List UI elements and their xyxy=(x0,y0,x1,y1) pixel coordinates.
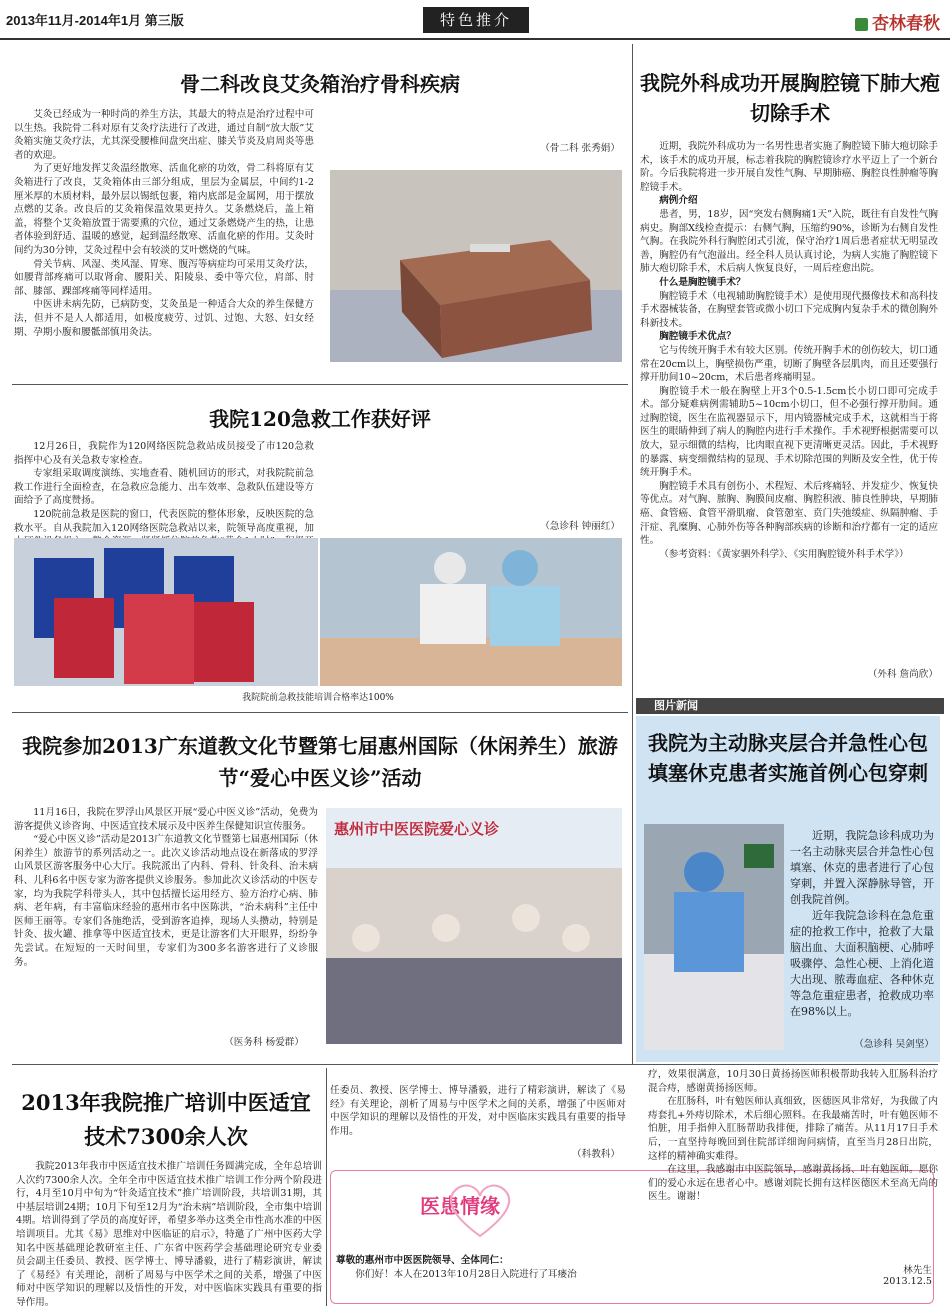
article-byline: （急诊科 吴剑坚） xyxy=(854,1039,934,1050)
paragraph: 骨关节病、风湿、类风湿、胃寒、腹泻等病症均可采用艾灸疗法，如腰背部疼痛可以取肾俞、腰阳关、阳陵泉、委中等穴位，肩部、肘部、膝部、踝部疼痛等同样适用。 xyxy=(14,258,314,297)
header-rule xyxy=(0,38,950,40)
paragraph: 近期，我院外科成功为一名男性患者实施了胸腔镜下肺大疱切除手术，该手术的成功开展，标志着我院的胸腔镜诊疗水平迈上了一个新台阶。今后我院将进一步开展自发性气胸、早期肺癌、胸腔良性肿瘤等胸腔镜手术。 xyxy=(640,141,938,193)
article-title: 我院外科成功开展胸腔镜下肺大疱切除手术 xyxy=(640,71,940,125)
subheading: 病例介绍 xyxy=(659,195,698,207)
certificates-image xyxy=(14,538,318,686)
paragraph: 任委员、教授、医学博士、博导潘毅，进行了精彩演讲，解读了《易经》有关理论，剖析了周易与中医学术之间的关系，增强了中医师对中医学知识的理解以及悟性的开发，对中医临床实践具有重要的指导作用。 xyxy=(330,1085,626,1137)
article-byline: （医务科 杨爱群） xyxy=(224,1037,304,1048)
paragraph: 中医讲未病先防，已病防变，艾灸虽是一种适合大众的养生保健方法，但并不是人人都适用，如极度疲劳、过饥、过饱、大怒、妇女经期、孕期小腹和腰骶部慎用灸法。 xyxy=(14,299,314,338)
article-body xyxy=(14,806,318,1030)
paragraph: 我院2013年我市中医适宜技术推广培训任务圆满完成，全年总培训人次约7300余人次。全年全市中医适宜技术推广培训工作分两个阶段进行，4月至10月中旬为“针灸适宜技术”推广培训阶段，共培训31期，其中基层培训24期；10月下旬至12月为“治未病”培训阶段，全市集中培训4期。培训得到了学员的高度好评，希望多举办这类全市性高水准的中医培训项目。尤其《易》思维对中医临证的启示》，特邀了广州中医药大学知名中医基础理论教研室主任、广东省中医药学会基础理论研究专业委员会副主任委员、教授、医学博士、博导潘毅，进行了精彩演讲，解读了《易经》有关理论，剖析了周易与中医学术之间的关系，增强了中医师对中医学知识的理解以及悟性的开发，对中医临床实践具有重要的指导作用。 xyxy=(16,1161,322,1308)
column-divider xyxy=(632,44,633,1064)
article-title: 2013年我院推广培训中医适宜技术7300余人次 xyxy=(21,1090,311,1149)
paragraph: 胸腔镜手术具有创伤小、术程短、术后疼痛轻、并发症少、恢复快等优点。对气胸、脓胸、胸膜间皮瘤、胸腔积液、肺良性肿块，早期肺癌、食管癌、食管平滑肌瘤、食管憩室、贲门失弛缓症、纵隔肿瘤、手汗症、乳糜胸、心肺外伤等各种胸部疾病的诊断和治疗都有一定的适应性。 xyxy=(640,480,938,547)
banner-text: 惠州市中医医院爱心义诊 xyxy=(334,820,500,838)
cpr-training-photo xyxy=(320,538,622,686)
paragraph: 为了更好地发挥艾灸温经散寒、活血化瘀的功效，骨二科将原有艾灸箱进行了改良，艾灸箱体由三部分组成，里层为金属层，中间约1-2厘米厚的木质材料，最外层以锡纸包裹，箱内底部是金属网，用于摆放点燃的艾条。改良后的艾灸箱保温效果更持久。艾条燃烧后，盖上箱盖，将整个艾灸箱放置于需要熏的穴位，通过艾条燃烧产生的热，让患者体验到舒适、温暖的感觉，起到温经散寒、活血化瘀的作用。艾灸时间约为30分钟，艾灸过程中会有较淡的艾叶燃烧的气味。 xyxy=(14,163,314,256)
cpr-training-image xyxy=(320,538,622,686)
article-title: 骨二科改良艾灸箱治疗骨科疾病 xyxy=(180,72,460,96)
paragraph: “爱心中医义诊”活动是2013广东道教文化节暨第七届惠州国际（休闲养生）旅游节的系列活动之一。此次义诊活动地点设在新落成的罗浮山风景区游客服务中心大厅。我院派出了内科、骨科、针灸科、治未病科、儿科6名中医专家为游客提供义诊服务。参加此次义诊活动的中医专家，均为我院学科带头人，其中包括擅长运用经方、验方治疗心病、肺病、老年病，有丰富临床经验的惠州市名中医陈洪，“治未病科”主任中医师王丽等。专家们各施绝活，受到游客追捧，现场人头攒动，特别是针灸、拔火罐、推拿等中医适宜技术，更是让游客们大开眼界，纷纷争先尝试。在短短的一天时间里，专家们为300多名游客进行了义诊服务。 xyxy=(14,834,318,968)
paragraph: 12月26日，我院作为120网络医院急救站成员接受了市120急救指挥中心及有关急救专家检查。 xyxy=(14,441,314,466)
article-byline: （科教科） xyxy=(572,1149,620,1160)
newspaper-logo xyxy=(855,9,940,34)
free-clinic-image xyxy=(326,808,622,1044)
pericardiocentesis-photo xyxy=(644,824,784,1050)
subheading: 胸腔镜手术优点？ xyxy=(659,331,736,343)
article-title: 我院参加2013广东道教文化节暨第七届惠州国际（休闲养生）旅游节“爱心中医义诊”活动 xyxy=(22,734,618,790)
paragraph: 11月16日，我院在罗浮山风景区开展“爱心中医义诊”活动，免费为游客提供义诊咨询、中医适宜技术展示及中医养生保健知识宣传服务。 xyxy=(14,807,318,832)
paragraph: 你们好！本人在2013年10月28日入院进行了耳瘘治 xyxy=(355,1269,577,1280)
article-byline: （骨二科 张秀娟） xyxy=(540,143,620,154)
letter-section-label: 医患情缘 xyxy=(420,1194,500,1218)
paragraph: 它与传统开胸手术有较大区别。传统开胸手术的创伤较大，切口通常在20cm以上，胸壁损伤严重，切断了胸壁各层肌肉，而且还要强行撑开肋间10~20cm，术后患者疼痛明显。 xyxy=(640,344,938,384)
article-body-col2 xyxy=(330,1084,626,1144)
paragraph: 近年我院急诊科在急危重症的抢救工作中，抢救了大量脑出血、大面积脑梗、心肺呼吸骤停、急性心梗、上消化道大出现、脓毒血症、各种休克等急危重症患者，抢救成功率在98%以上。 xyxy=(790,909,934,1018)
photo-caption: 我院院前急救技能培训合格率达100% xyxy=(242,693,394,703)
pericardiocentesis-image xyxy=(644,824,784,1050)
article-title: 我院120急救工作获好评 xyxy=(209,407,431,431)
paragraph: 胸腔镜手术（电视辅助胸腔镜手术）是使用现代摄像技术和高科技手术器械装备，在胸壁套管或微小切口下完成胸内复杂手术的微创胸外科新技术。 xyxy=(640,290,938,329)
paragraph: 在肛肠科，叶有勉医师认真细致，医德医风非常好，为我做了内痔套扎+外痔切除术，术后细心照料。在我最痛苦时，叶有勉医师不怕脏，用手指伸入肛肠帮助我排便，排除了痛苦。从11月17日手术后，一直坚持每晚回到住院部详细询问病情，直至当月28日出院，这样的精神确实难得。 xyxy=(648,1096,938,1162)
paragraph: 胸腔镜手术一般在胸壁上开3个0.5-1.5cm长小切口即可完成手术。部分疑难病例需辅助5~10cm小切口，但不必强行撑开肋间。通过胸腔镜，医生在监视器显示下，用内镜器械完成手术，这就相当于将医生的眼睛伸到了病人的胸腔内进行手术操作。手术视野根据需要可以放大，显示细微的结构，比肉眼直视下更清晰更灵活。因此，手术视野的暴露、病变细微结构的显现、手术切除范围的判断及安全性，优于传统开胸手术。 xyxy=(640,385,938,479)
letter-date: 2013.12.5 xyxy=(883,1276,932,1287)
article-body-col1 xyxy=(16,1160,322,1308)
letter-body xyxy=(648,1068,938,1258)
paragraph: （参考资料：《黄家驷外科学》、《实用胸腔镜外科手术学》） xyxy=(659,548,909,560)
paragraph: 120院前急救是医院的窗口，代表医院的整体形象，反映医院的急救水平。自从我院加入120网络医院急救站以来，院领导高度重视，加 xyxy=(14,508,314,534)
picture-news-tag: 图片新闻 xyxy=(636,698,944,714)
paragraph: 在这里，我感谢市中医院领导，感谢黄扬扬、叶有勉医师。愿你们的爱心永远在患者心中。感谢刘院长拥有这样医德医术至高无尚的医生。谢谢！ xyxy=(648,1164,938,1203)
letter-salutation: 尊敬的惠州市中医医院领导、全体同仁： xyxy=(336,1255,509,1266)
page-header xyxy=(0,0,950,40)
article-byline: （急诊科 钟丽红） xyxy=(540,521,620,532)
article-body xyxy=(640,140,938,660)
paragraph: 专家组采取调度演练、实地查看、随机回访的形式，对我院院前急救工作进行全面检查，在急救应急能力、出车效率、急救队伍建设等方面给予了高度赞扬。 xyxy=(14,468,314,507)
moxibustion-box-image xyxy=(330,170,622,362)
section-divider xyxy=(12,1064,938,1065)
hospital-cross-icon xyxy=(855,18,868,31)
free-clinic-photo xyxy=(326,808,622,1044)
paragraph: 近期，我院急诊科成功为一名主动脉夹层合并急性心包填塞、休克的患者进行了心包穿刺，并置入深静脉导管，开创我院首例。 xyxy=(790,829,934,906)
section-divider xyxy=(12,384,628,385)
letter-opening xyxy=(336,1268,632,1282)
heart-icon xyxy=(440,1180,520,1240)
article-body xyxy=(14,440,314,532)
paragraph: 艾灸已经成为一种时尚的养生方法，其最大的特点是治疗过程中可以生热。我院骨二科对原有艾灸疗法进行了改进，通过自制“放大版”艾灸箱实施艾灸疗法，尤其深受腰椎间盘突出症、膝关节炎及肩周炎等患者的欢迎。 xyxy=(14,109,314,161)
article-byline: （外科 詹尚欣） xyxy=(867,669,938,680)
section-divider xyxy=(12,712,628,713)
article-body xyxy=(790,828,934,1038)
section-title: 特色推介 xyxy=(423,7,529,33)
certificates-photo xyxy=(14,538,318,686)
moxibustion-box-photo xyxy=(330,170,622,362)
paragraph: 疗，效果很满意，10月30日黄扬扬医师积极帮助我转入肛肠科治疗混合痔，感谢黄扬扬医师。 xyxy=(648,1069,938,1094)
paragraph: 患者，男，18岁，因“突发右侧胸痛1天”入院，既往有自发性气胸病史。胸部X线检查提示：右侧气胸，压缩约90%，诊断为右侧自发性气胸。在我院外科行胸腔闭式引流，保守治疗1周后患者症状无明显改善，胸腔仍有气泡溢出。经全科人员认真讨论，为病人实施了胸腔镜下肺大疱切除手术，术后病人恢复良好，一周后痊愈出院。 xyxy=(640,208,938,275)
letter-signature: 林先生 xyxy=(903,1265,932,1276)
newspaper-name: 杏林春秋 xyxy=(872,14,940,34)
article-body xyxy=(14,108,314,378)
subheading: 什么是胸腔镜手术？ xyxy=(659,276,746,288)
article-title: 我院为主动脉夹层合并急性心包填塞休克患者实施首例心包穿刺 xyxy=(648,731,928,785)
column-divider xyxy=(326,1068,327,1306)
issue-date: 2013年11月-2014年1月 第三版 xyxy=(6,13,184,28)
